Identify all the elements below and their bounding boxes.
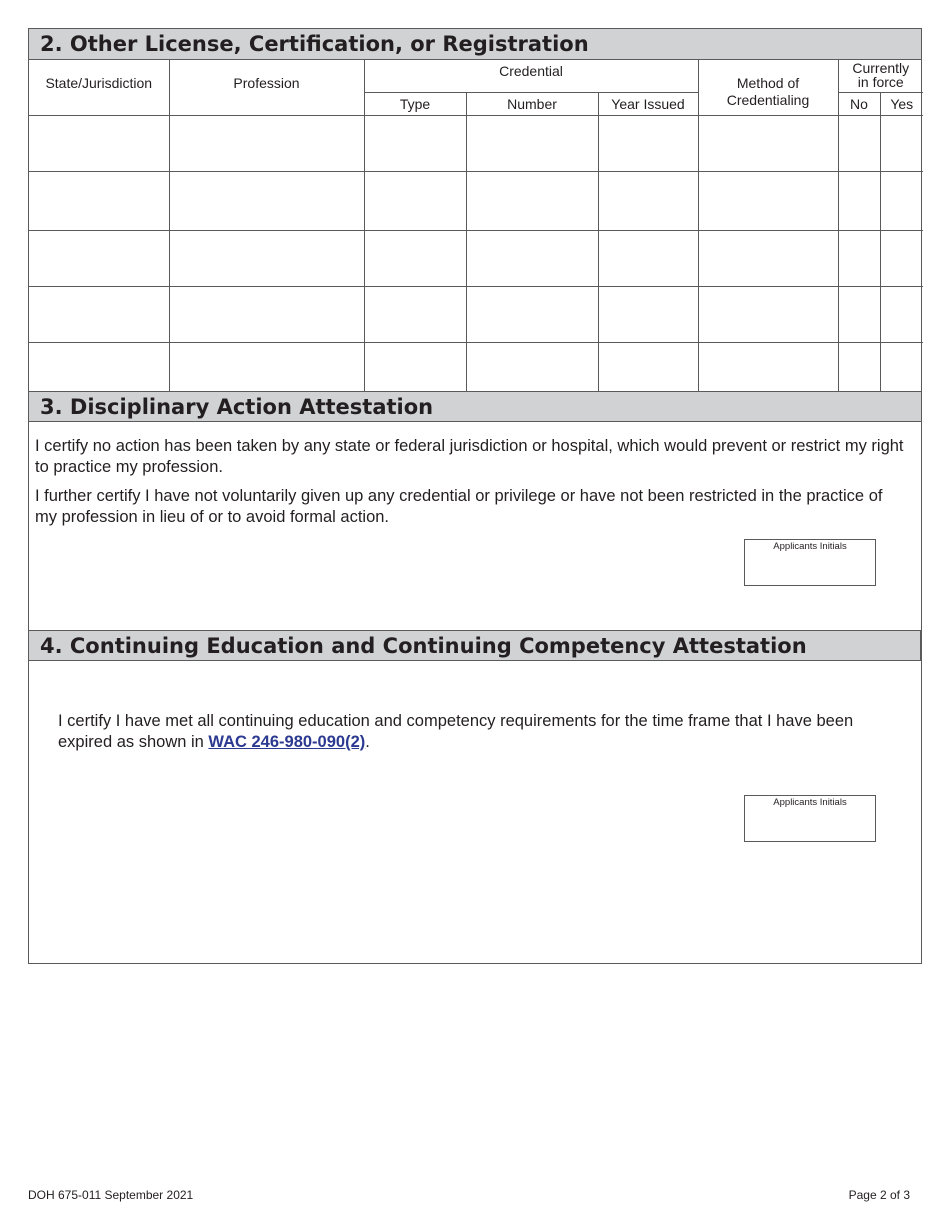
wac-link[interactable]: WAC 246-980-090(2): [208, 733, 366, 751]
number-cell[interactable]: [466, 171, 598, 230]
disciplinary-attestation-text-2: I further certify I have not voluntarily given up any credential or privilege or have not been restricted in the practice of my profession in lieu of or to avoid formal action.: [35, 487, 883, 526]
table-row: [29, 115, 923, 171]
number-cell[interactable]: [466, 342, 598, 398]
header-year-issued: Year Issued: [598, 92, 698, 115]
yes-cell[interactable]: [880, 230, 923, 286]
no-cell[interactable]: [838, 342, 880, 398]
state-cell[interactable]: [29, 171, 169, 230]
year-issued-cell[interactable]: [598, 230, 698, 286]
profession-cell[interactable]: [169, 115, 364, 171]
header-profession: Profession: [169, 60, 364, 115]
page-number: Page 2 of 3: [848, 1188, 910, 1202]
method-cell[interactable]: [698, 230, 838, 286]
no-cell[interactable]: [838, 115, 880, 171]
type-cell[interactable]: [364, 115, 466, 171]
profession-cell[interactable]: [169, 286, 364, 342]
type-cell[interactable]: [364, 171, 466, 230]
no-cell[interactable]: [838, 286, 880, 342]
number-cell[interactable]: [466, 286, 598, 342]
number-cell[interactable]: [466, 230, 598, 286]
header-method-of-credentialing: [698, 60, 838, 115]
header-number: Number: [466, 92, 598, 115]
type-cell[interactable]: [364, 342, 466, 398]
method-cell[interactable]: [698, 286, 838, 342]
table-row: [29, 286, 923, 342]
applicants-initials-box-section4[interactable]: [744, 795, 876, 842]
no-cell[interactable]: [838, 171, 880, 230]
method-cell[interactable]: [698, 171, 838, 230]
profession-cell[interactable]: [169, 171, 364, 230]
type-cell[interactable]: [364, 230, 466, 286]
disciplinary-attestation-text-1: I certify no action has been taken by any state or federal jurisdiction or hospital, which would prevent or restrict my right to practice my profession.: [35, 437, 904, 476]
applicants-initials-label: Applicants Initials: [773, 541, 847, 552]
yes-cell[interactable]: [880, 171, 923, 230]
type-cell[interactable]: [364, 286, 466, 342]
header-method-line1: Method of: [736, 75, 800, 91]
credential-table: [29, 60, 923, 398]
method-cell[interactable]: [698, 115, 838, 171]
state-cell[interactable]: [29, 342, 169, 398]
state-cell[interactable]: [29, 230, 169, 286]
header-currently-line2: in force: [857, 74, 904, 90]
number-cell[interactable]: [466, 115, 598, 171]
year-issued-cell[interactable]: [598, 115, 698, 171]
yes-cell[interactable]: [880, 286, 923, 342]
section-3-title: 3. Disciplinary Action Attestation: [29, 391, 921, 422]
table-row: [29, 342, 923, 398]
state-cell[interactable]: [29, 286, 169, 342]
continuing-education-attestation-text: [58, 711, 898, 753]
form-frame: [28, 28, 922, 964]
header-method-line2: Credentialing: [726, 92, 810, 108]
year-issued-cell[interactable]: [598, 171, 698, 230]
header-credential: Credential: [364, 60, 698, 92]
form-number: DOH 675-011 September 2021: [28, 1188, 194, 1202]
header-currently-in-force: [838, 60, 923, 92]
year-issued-cell[interactable]: [598, 342, 698, 398]
header-no: No: [838, 92, 880, 115]
profession-cell[interactable]: [169, 230, 364, 286]
header-currently-line1: Currently: [852, 60, 910, 76]
header-yes: Yes: [880, 92, 923, 115]
table-row: [29, 230, 923, 286]
state-cell[interactable]: [29, 115, 169, 171]
profession-cell[interactable]: [169, 342, 364, 398]
ce-text-before-link: I certify I have met all continuing education and competency requirements for the time frame that I have been expired as shown in: [58, 712, 854, 751]
header-type: Type: [364, 92, 466, 115]
year-issued-cell[interactable]: [598, 286, 698, 342]
yes-cell[interactable]: [880, 342, 923, 398]
applicants-initials-box-section3[interactable]: [744, 539, 876, 586]
method-cell[interactable]: [698, 342, 838, 398]
table-row: [29, 171, 923, 230]
ce-text-after-link: .: [365, 733, 370, 751]
applicants-initials-label: Applicants Initials: [773, 797, 847, 808]
header-state-jurisdiction: State/Jurisdiction: [29, 60, 169, 115]
section-2-title: 2. Other License, Certification, or Registration: [29, 29, 921, 60]
yes-cell[interactable]: [880, 115, 923, 171]
section-4-title: 4. Continuing Education and Continuing Competency Attestation: [29, 630, 921, 661]
no-cell[interactable]: [838, 230, 880, 286]
